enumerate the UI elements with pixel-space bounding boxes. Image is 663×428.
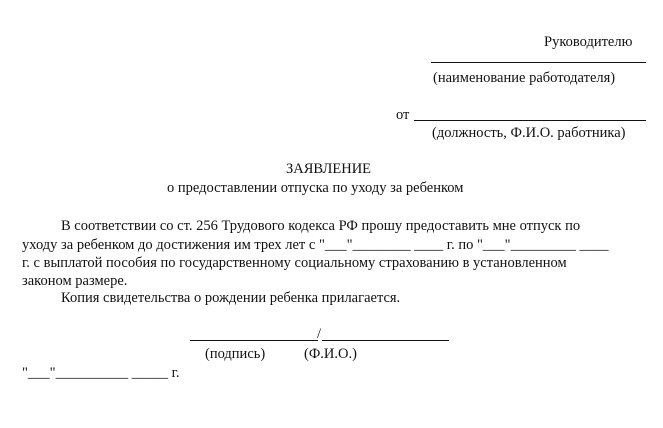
body-line-1: В соответствии со ст. 256 Трудового кодекса РФ прошу предоставить мне отпуск по [61, 218, 581, 234]
from-label: от [396, 107, 410, 123]
body-line-4: законом размере. [22, 273, 128, 289]
date-line: "___"__________ _____ г. [22, 365, 180, 381]
recipient-label: Руководителю [544, 34, 633, 50]
name-caption: (Ф.И.О.) [304, 346, 357, 362]
employer-name-line [431, 62, 646, 63]
signature-line [190, 340, 318, 341]
name-line [322, 340, 449, 341]
employee-caption: (должность, Ф.И.О. работника) [432, 125, 626, 141]
employee-name-line [414, 120, 646, 121]
document-subtitle: о предоставлении отпуска по уходу за ребенком [167, 180, 464, 196]
signature-caption: (подпись) [205, 346, 266, 362]
signature-slash: / [317, 326, 322, 342]
body-line-3: г. с выплатой пособия по государственному социальному страхованию в установленном [22, 255, 567, 271]
body-line-5: Копия свидетельства о рождении ребенка прилагается. [61, 290, 401, 306]
document-title: ЗАЯВЛЕНИЕ [286, 161, 372, 177]
employer-caption: (наименование работодателя) [433, 70, 616, 86]
body-line-2: уходу за ребенком до достижения им трех лет с "___"________ ____ г. по "___"_________ ____ [22, 237, 609, 253]
